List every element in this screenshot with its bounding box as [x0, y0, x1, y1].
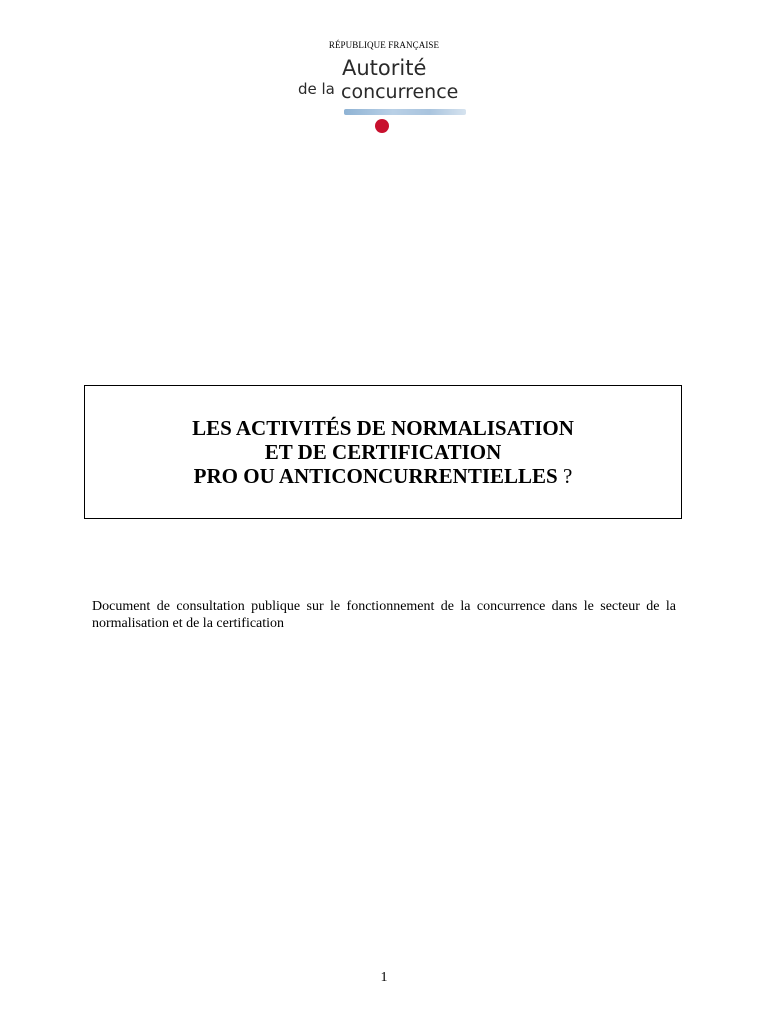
autorite-concurrence-logo [298, 56, 478, 138]
logo-blue-bar [344, 109, 466, 115]
title-line-3-text: PRO OU ANTICONCURRENTIELLES [193, 464, 558, 488]
title-line-2: ET DE CERTIFICATION [264, 440, 502, 464]
document-description: Document de consultation publique sur le fonctionnement de la concurrence dans le secteur de la normalisation et de la certification [92, 599, 676, 631]
document-title-box [84, 385, 682, 519]
logo-text-concurrence: concurrence [341, 81, 459, 103]
logo-red-dot-icon [375, 119, 389, 133]
title-line-1: LES ACTIVITÉS DE NORMALISATION [192, 416, 574, 440]
logo-text-autorite: Autorité [342, 56, 427, 80]
republique-francaise-header: RÉPUBLIQUE FRANÇAISE [328, 40, 440, 50]
title-question-mark: ? [557, 464, 573, 488]
page-number: 1 [380, 970, 388, 985]
title-line-3 [194, 464, 573, 488]
logo-text-de-la: de la [298, 80, 335, 98]
